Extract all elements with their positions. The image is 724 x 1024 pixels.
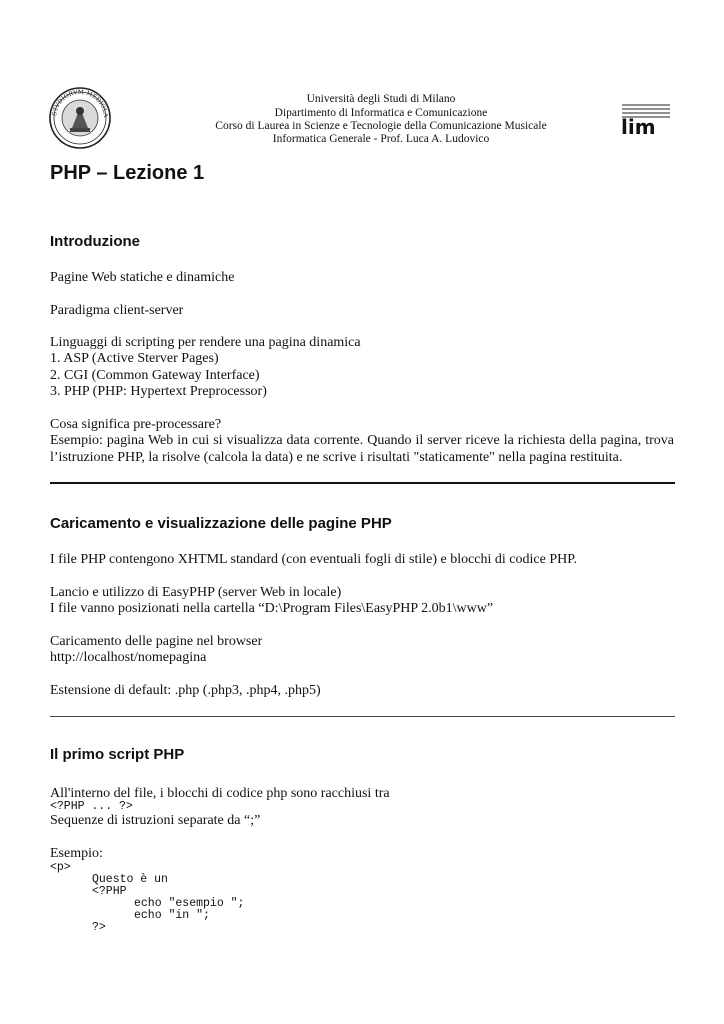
- paragraph: Caricamento delle pagine nel browser: [50, 634, 263, 649]
- section-heading-introduzione: Introduzione: [50, 233, 140, 250]
- paragraph: All'interno del file, i blocchi di codice php sono racchiusi tra: [50, 786, 390, 801]
- header-university: Università degli Studi di Milano: [306, 93, 456, 105]
- list-item: 3. PHP (PHP: Hypertext Preprocessor): [50, 384, 267, 399]
- code-line: <?PHP: [92, 885, 127, 898]
- section-divider: [50, 482, 675, 484]
- section-divider: [50, 716, 675, 717]
- paragraph: Esempio: pagina Web in cui si visualizza data corrente. Quando il server riceve la richiesta della pagina, trova l’istruzione PHP, la risolve (calcola la data) e ne scrive i risultati "staticamente" nella pagina restituita.: [50, 433, 674, 465]
- section-heading-primo-script: Il primo script PHP: [50, 746, 185, 763]
- paragraph: I file vanno posizionati nella cartella “D:\Program Files\EasyPHP 2.0b1\www”: [50, 601, 494, 616]
- list-item: 2. CGI (Common Gateway Interface): [50, 368, 260, 383]
- page-title: PHP – Lezione 1: [50, 162, 205, 184]
- paragraph: Estensione di default: .php (.php3, .php4, .php5): [50, 683, 321, 698]
- paragraph: I file PHP contengono XHTML standard (con eventuali fogli di stile) e blocchi di codice PHP.: [50, 552, 577, 567]
- url-text: http://localhost/nomepagina: [50, 650, 207, 665]
- code-line: <p>: [50, 861, 71, 874]
- university-seal-logo: [48, 86, 112, 150]
- paragraph: Esempio:: [50, 846, 103, 861]
- paragraph: Sequenze di istruzioni separate da “;”: [50, 813, 261, 828]
- paragraph: Cosa significa pre-processare?: [50, 417, 222, 432]
- svg-text:lim: lim: [621, 115, 656, 136]
- header-course: Corso di Laurea in Scienze e Tecnologie della Comunicazione Musicale: [215, 120, 547, 132]
- code-line: echo "in ";: [134, 909, 210, 922]
- lim-logo: [618, 100, 672, 136]
- list-item: 1. ASP (Active Sterver Pages): [50, 351, 219, 366]
- header-department: Dipartimento di Informatica e Comunicazione: [274, 107, 488, 119]
- paragraph: Lancio e utilizzo di EasyPHP (server Web in locale): [50, 585, 342, 600]
- header-professor: Informatica Generale - Prof. Luca A. Ludovico: [272, 133, 490, 145]
- svg-text:STVDIORVM MEDIOLANENSIS: STVDIORVM MEDIOLA: [51, 88, 110, 118]
- paragraph: Pagine Web statiche e dinamiche: [50, 270, 235, 285]
- code-snippet: <?PHP ... ?>: [50, 800, 133, 813]
- section-heading-caricamento: Caricamento e visualizzazione delle pagine PHP: [50, 515, 392, 532]
- paragraph: Linguaggi di scripting per rendere una pagina dinamica: [50, 335, 361, 350]
- code-line: Questo è un: [92, 873, 168, 886]
- paragraph: Paradigma client-server: [50, 303, 184, 318]
- code-line: ?>: [92, 921, 106, 934]
- code-line: echo "esempio ";: [134, 897, 245, 910]
